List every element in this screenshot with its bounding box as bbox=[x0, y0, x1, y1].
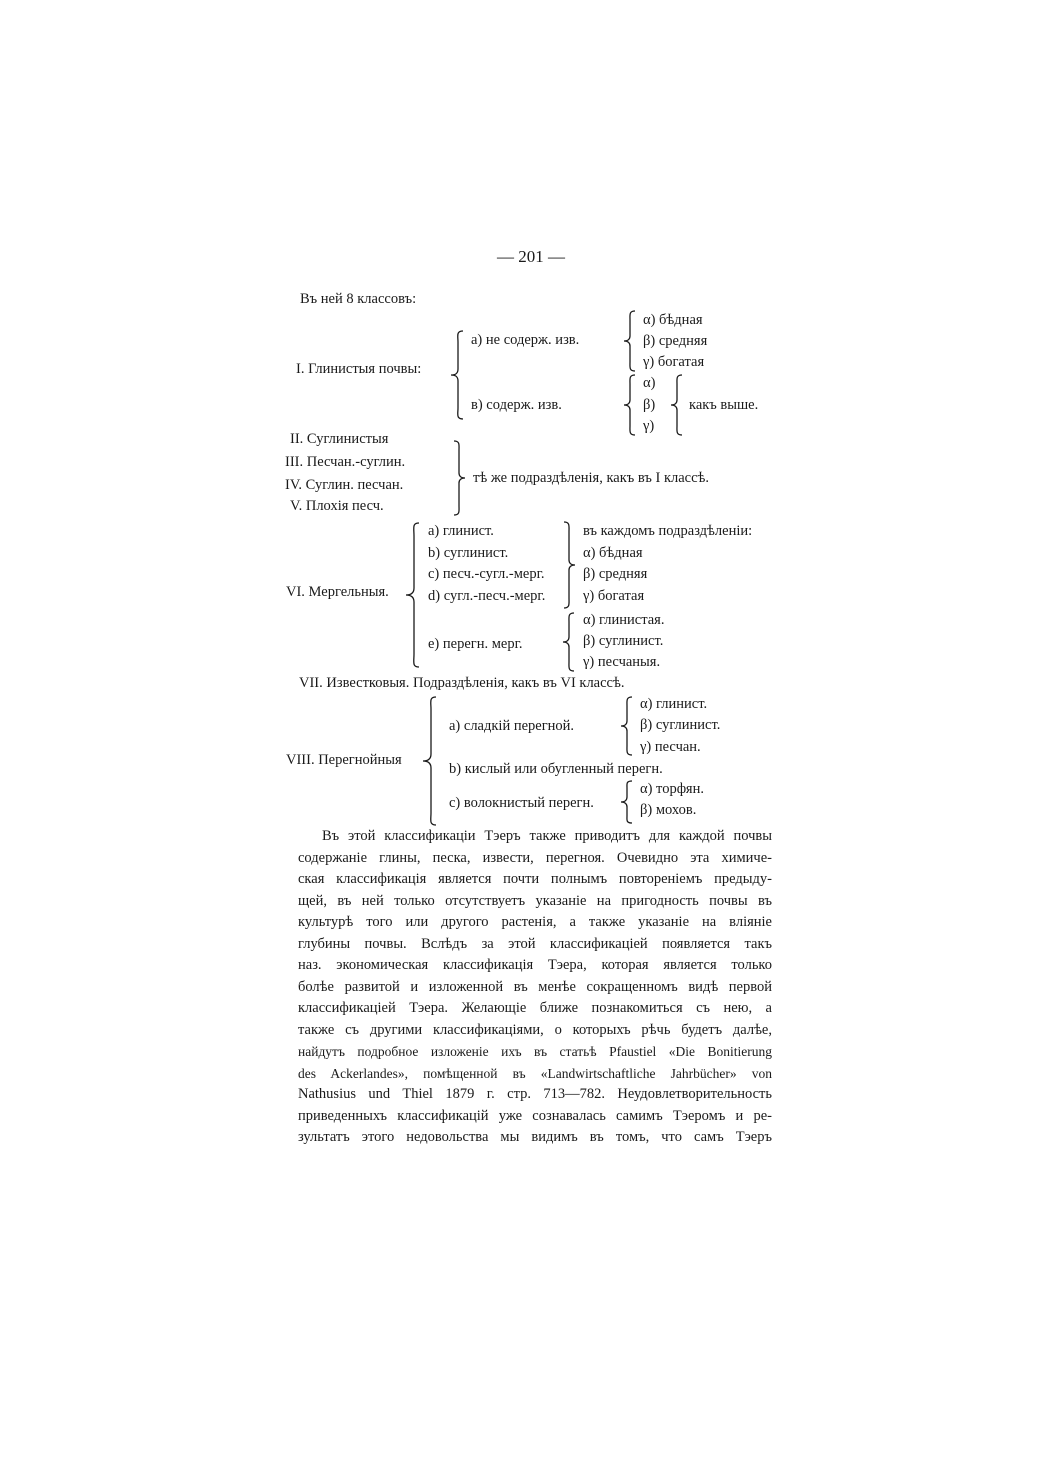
class-6-label: VI. Мергельныя. bbox=[286, 584, 389, 600]
intro-line: Въ ней 8 классовъ: bbox=[300, 291, 417, 307]
class-6-e-brace bbox=[562, 612, 576, 672]
class-6-note-header: въ каждомъ подраздѣленіи: bbox=[583, 523, 753, 539]
class-6-subs-brace bbox=[562, 521, 576, 609]
class-1-a-label: a) не содерж. изв. bbox=[471, 332, 580, 348]
class-6-e-item: α) глинистая. bbox=[583, 612, 665, 628]
class-6-note-item: α) бѣдная bbox=[583, 545, 643, 561]
class-6-note-item: β) средняя bbox=[583, 566, 648, 582]
class-1-a-item: α) бѣдная bbox=[643, 312, 703, 328]
paragraph-line: глубины почвы. Вслѣдъ за этой классификаціей появляется такъ bbox=[298, 935, 772, 952]
class-1-b-item: α) bbox=[643, 375, 656, 391]
class-8-a-item: β) суглинист. bbox=[640, 717, 721, 733]
paragraph-line: ская классификація является почти полнымъ повтореніемъ предыду- bbox=[298, 871, 772, 887]
class-6-sub: b) суглинист. bbox=[428, 545, 509, 561]
class-1-a-item: β) средняя bbox=[643, 333, 708, 349]
paragraph-line: приведенныхъ классификацій уже сознавалась самимъ Тэеромъ и ре- bbox=[298, 1107, 772, 1124]
class-1-brace bbox=[450, 330, 466, 420]
class-8-b-label: b) кислый или обугленный перегн. bbox=[449, 761, 663, 777]
body-paragraph bbox=[298, 826, 772, 1149]
paragraph-line: болѣе развитой и изложенной въ менѣе сокращенномъ видѣ первой bbox=[298, 978, 772, 995]
class-8-a-label: a) сладкій перегной. bbox=[449, 718, 575, 734]
class-6-e-label: e) перегн. мерг. bbox=[428, 636, 523, 652]
class-6-sub: c) песч.-сугл.-мерг. bbox=[428, 566, 545, 582]
page-number: — 201 — bbox=[497, 247, 565, 266]
class-6-note-item: γ) богатая bbox=[583, 588, 645, 604]
paragraph-line: des Ackerlandes», помѣщенной въ «Landwirtschaftliche Jahrbücher» von bbox=[298, 1065, 772, 1081]
class-8-a-brace bbox=[620, 696, 634, 756]
paragraph-line: найдутъ подробное изложеніе ихъ въ статьѣ Pfaustiel «Die Bonitierung bbox=[298, 1044, 772, 1059]
classes-2-5-brace bbox=[452, 440, 466, 516]
paragraph-line: содержаніе глины, песка, извести, перегноя. Очевидно эта химиче- bbox=[298, 849, 772, 866]
class-8-c-label: c) волокнистый перегн. bbox=[449, 795, 594, 811]
class-1-label: I. Глинистыя почвы: bbox=[296, 361, 422, 377]
class-6-sub: a) глинист. bbox=[428, 523, 494, 539]
class-8-a-item: γ) песчан. bbox=[640, 739, 701, 755]
class-6-e-item: γ) песчаныя. bbox=[583, 654, 661, 670]
paragraph-line: Въ этой классификаціи Тэеръ также приводитъ для каждой почвы bbox=[322, 828, 772, 844]
paragraph-line: Nathusius und Thiel 1879 г. стр. 713—782. Неудовлетворительность bbox=[298, 1086, 772, 1102]
class-label: IV. Суглин. песчан. bbox=[285, 477, 404, 493]
paragraph-line: также съ другими классификаціями, о которыхъ рѣчь будетъ далѣе, bbox=[298, 1021, 772, 1038]
class-label: V. Плохія песч. bbox=[290, 498, 384, 514]
paragraph-line: культурѣ того или другого растенія, а также указаніе на вліяніе bbox=[298, 914, 772, 930]
class-1-a-item: γ) богатая bbox=[643, 354, 705, 370]
class-6-brace bbox=[405, 522, 421, 668]
class-8-label: VIII. Перегнойныя bbox=[286, 752, 402, 768]
class-label: III. Песчан.-суглин. bbox=[285, 454, 406, 470]
class-1-b-item: β) bbox=[643, 397, 656, 413]
class-6-e-item: β) суглинист. bbox=[583, 633, 664, 649]
class-1-b-note: какъ выше. bbox=[689, 397, 759, 413]
class-8-c-brace bbox=[620, 780, 634, 824]
class-8-c-item: β) мохов. bbox=[640, 802, 697, 818]
class-label: II. Суглинистыя bbox=[290, 431, 389, 447]
paragraph-line: щей, въ ней только отсутствуетъ указаніе на пригодность почвы въ bbox=[298, 892, 772, 909]
paragraph-line: наз. экономическая классификація Тэера, которая является только bbox=[298, 957, 772, 973]
class-1-b-label: в) содерж. изв. bbox=[471, 397, 562, 413]
class-8-c-item: α) торфян. bbox=[640, 781, 704, 797]
class-1-b-note-brace bbox=[670, 374, 684, 436]
class-8-a-item: α) глинист. bbox=[640, 696, 708, 712]
classes-2-5-note: тѣ же подраздѣленія, какъ въ I классѣ. bbox=[473, 470, 710, 486]
class-1-b-brace bbox=[623, 374, 637, 436]
paragraph-line: классификаціей Тэера. Желающіе ближе познакомиться съ нею, а bbox=[298, 1000, 772, 1016]
class-7-line: VII. Известковыя. Подраздѣленія, какъ въ VI классѣ. bbox=[299, 675, 625, 691]
class-8-brace bbox=[422, 696, 438, 826]
paragraph-line: зультатъ этого недовольства мы видимъ въ томъ, что самъ Тэеръ bbox=[298, 1129, 772, 1145]
class-1-b-item: γ) bbox=[643, 418, 655, 434]
class-1-a-brace bbox=[623, 310, 637, 372]
class-6-sub: d) сугл.-песч.-мерг. bbox=[428, 588, 546, 604]
